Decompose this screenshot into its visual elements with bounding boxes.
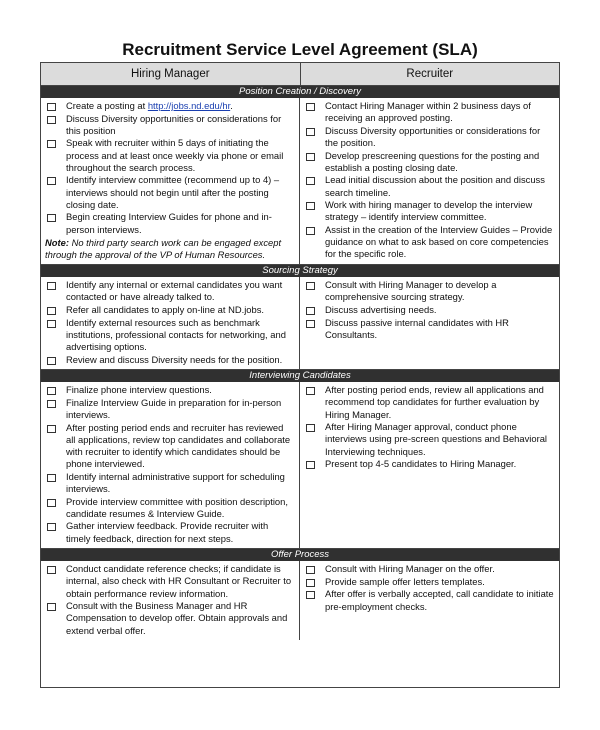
checkbox[interactable] <box>306 320 315 328</box>
list-item: Identify internal administrative support for scheduling interviews. <box>45 471 295 495</box>
note: Note: No third party search work can be engaged except through the approval of the VP of Human Resources. <box>45 236 282 260</box>
checkbox[interactable] <box>306 591 315 599</box>
jobs-link[interactable]: http://jobs.nd.edu/hr <box>147 100 231 111</box>
document-title: Recruitment Service Level Agreement (SLA) <box>122 40 478 59</box>
list-item: Refer all candidates to apply on-line at ND.jobs. <box>45 304 295 316</box>
section-row-sourcing <box>41 277 559 370</box>
checkbox[interactable] <box>47 282 56 290</box>
recruiter-column <box>300 561 559 640</box>
list-item: Consult with Hiring Manager to develop a comprehensive sourcing strategy. <box>304 279 555 303</box>
list-item: Identify external resources such as benchmark institutions, professional contacts for networking, and advertising options. <box>45 317 295 354</box>
recruiter-column <box>300 98 559 264</box>
hiring-manager-column <box>41 98 300 264</box>
checkbox[interactable] <box>47 566 56 574</box>
list-item: Conduct candidate reference checks; if candidate is internal, also check with HR Consultant or Recruiter to obtain performance review information. <box>45 563 295 600</box>
list-item: Create a posting at http://jobs.nd.edu/hr. <box>45 100 295 112</box>
list-item: Identify interview committee (recommend up to 4) – interviews should not begin until after the posting closing date. <box>45 174 295 211</box>
list-item: Review and discuss Diversity needs for the position. <box>45 354 295 366</box>
list-item: Discuss advertising needs. <box>304 304 555 316</box>
section-heading-position: Position Creation / Discovery <box>41 86 559 98</box>
checkbox[interactable] <box>47 307 56 315</box>
checkbox[interactable] <box>306 177 315 185</box>
section-heading-sourcing: Sourcing Strategy <box>41 265 559 277</box>
list-item: After offer is verbally accepted, call candidate to initiate pre-employment checks. <box>304 588 555 612</box>
checkbox[interactable] <box>47 177 56 185</box>
column-headers <box>41 63 559 86</box>
checkbox[interactable] <box>306 566 315 574</box>
list-item: Contact Hiring Manager within 2 business days of receiving an approved posting. <box>304 100 555 124</box>
checkbox[interactable] <box>306 424 315 432</box>
list-item: Discuss Diversity opportunities or considerations for this position <box>45 113 295 137</box>
list-item: Lead initial discussion about the position and discuss search timeline. <box>304 174 555 198</box>
hiring-manager-column <box>41 382 300 548</box>
checkbox[interactable] <box>47 603 56 611</box>
recruiter-column <box>300 382 559 548</box>
list-item: Gather interview feedback. Provide recruiter with timely feedback, direction for next steps. <box>45 520 295 544</box>
checkbox[interactable] <box>306 202 315 210</box>
checkbox[interactable] <box>306 153 315 161</box>
hiring-manager-column <box>41 561 300 640</box>
list-item: Discuss Diversity opportunities or considerations for the position. <box>304 125 555 149</box>
list-item: After posting period ends, review all applications and recommend top candidates for further evaluation by Hiring Manager. <box>304 384 555 421</box>
checkbox[interactable] <box>47 214 56 222</box>
list-item: Speak with recruiter within 5 days of initiating the process and at least once weekly via phone or email throughout the search process. <box>45 137 295 174</box>
section-heading-offer: Offer Process <box>41 549 559 561</box>
checkbox[interactable] <box>47 425 56 433</box>
section-heading-interviewing: Interviewing Candidates <box>41 370 559 382</box>
checkbox[interactable] <box>306 103 315 111</box>
checkbox[interactable] <box>306 387 315 395</box>
section-row-offer <box>41 561 559 640</box>
list-item: Provide interview committee with position description, candidate resumes & Interview Guide. <box>45 496 295 520</box>
list-item: Present top 4-5 candidates to Hiring Manager. <box>304 458 555 470</box>
list-item: Develop prescreening questions for the posting and establish a posting closing date. <box>304 150 555 174</box>
checkbox[interactable] <box>47 116 56 124</box>
hiring-manager-column <box>41 277 300 369</box>
list-item: Provide sample offer letters templates. <box>304 576 555 588</box>
checkbox[interactable] <box>47 103 56 111</box>
section-row-interviewing <box>41 382 559 549</box>
section-row-position <box>41 98 559 265</box>
recruiter-column <box>300 277 559 369</box>
checkbox[interactable] <box>306 307 315 315</box>
checkbox[interactable] <box>47 499 56 507</box>
checkbox[interactable] <box>47 523 56 531</box>
list-item: After posting period ends and recruiter has reviewed all applications, review top candidates and collaborate with recruiter to identify which candidates should be phone interviewed. <box>45 422 295 471</box>
checkbox[interactable] <box>306 227 315 235</box>
checkbox[interactable] <box>47 357 56 365</box>
checkbox[interactable] <box>306 461 315 469</box>
list-item: Begin creating Interview Guides for phone and in-person interviews. <box>45 211 295 235</box>
list-item: Finalize Interview Guide in preparation for in-person interviews. <box>45 397 295 421</box>
sla-table <box>40 62 560 688</box>
checkbox[interactable] <box>47 140 56 148</box>
checkbox[interactable] <box>306 282 315 290</box>
checkbox[interactable] <box>47 400 56 408</box>
checkbox[interactable] <box>47 474 56 482</box>
list-item: Finalize phone interview questions. <box>45 384 295 396</box>
list-item: Identify any internal or external candidates you want contacted or have already talked to. <box>45 279 295 303</box>
recruiter-header: Recruiter <box>406 68 454 80</box>
list-item: Assist in the creation of the Interview Guides – Provide guidance on what to ask based on core competencies for the specific role. <box>304 224 555 261</box>
list-item: Work with hiring manager to develop the interview strategy – identify interview committee. <box>304 199 555 223</box>
list-item: Consult with Hiring Manager on the offer. <box>304 563 555 575</box>
checkbox[interactable] <box>306 579 315 587</box>
list-item: Discuss passive internal candidates with HR Consultants. <box>304 317 555 341</box>
checkbox[interactable] <box>47 320 56 328</box>
hiring-manager-header: Hiring Manager <box>41 63 301 85</box>
checkbox[interactable] <box>47 387 56 395</box>
list-item: After Hiring Manager approval, conduct phone interviews using pre-screen questions and Behavioral Interviewing techniques. <box>304 421 555 458</box>
checkbox[interactable] <box>306 128 315 136</box>
list-item: Consult with the Business Manager and HR Compensation to develop offer. Obtain approvals and extend verbal offer. <box>45 600 295 637</box>
